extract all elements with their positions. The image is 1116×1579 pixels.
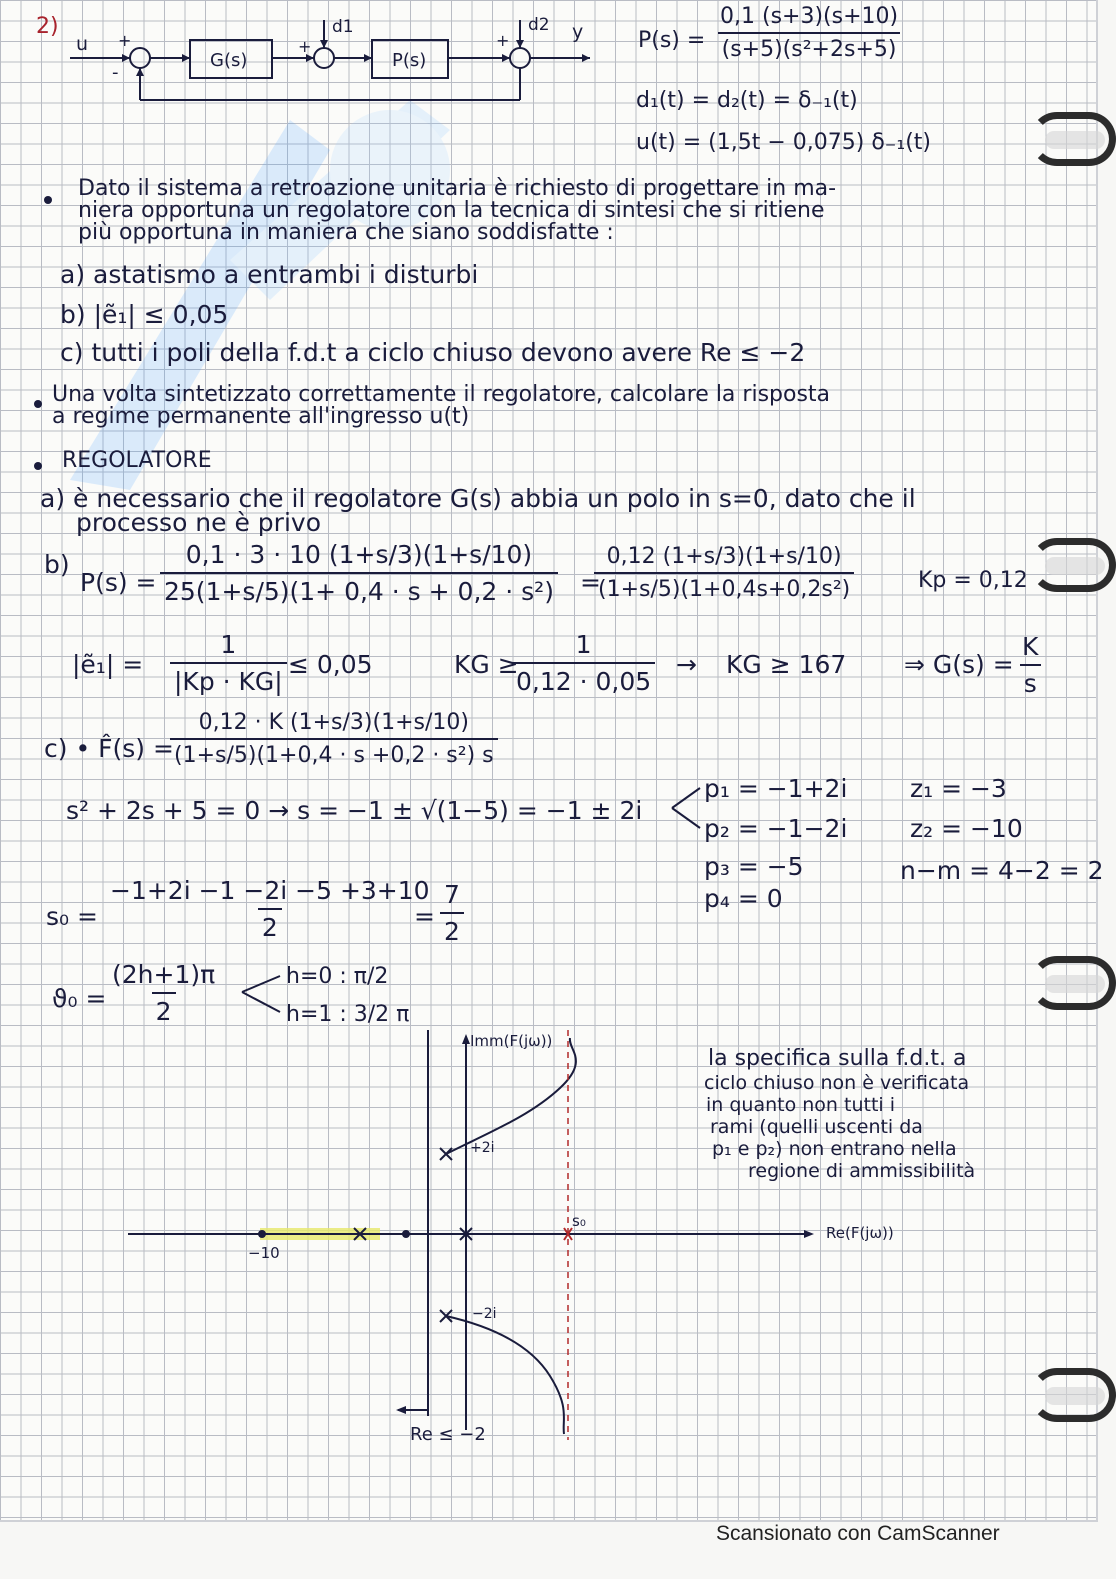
pole-p3: p₃ = −5: [704, 852, 804, 881]
note-line-5: p₁ e p₂) non entrano nella: [712, 1138, 957, 1160]
minus-10-label: −10: [248, 1244, 280, 1262]
requirement-b: b) |ẽ₁| ≤ 0,05: [60, 300, 229, 329]
zero-marker-minus10: [258, 1230, 266, 1238]
solution-b-error-rhs: ≤ 0,05: [288, 650, 373, 679]
centroid-numerator: −1+2i −1 −2i −5 +3+10: [110, 876, 430, 905]
solution-b-kg-numerator: 1: [575, 630, 592, 659]
requirement-a: a) astatismo a entrambi i disturbi: [60, 260, 479, 289]
solution-b-P2-denominator: (1+s/5)(1+0,4s+0,2s²): [594, 572, 854, 602]
solution-b-arrow: →: [676, 650, 697, 679]
note-line-3: in quanto non tutti i: [706, 1094, 895, 1116]
solution-b-G-fraction: [1018, 632, 1042, 698]
solution-b-P2-fraction: [594, 544, 854, 602]
angle-lhs: ϑ₀ =: [52, 984, 107, 1013]
pole-p1: p₁ = −1+2i: [704, 774, 848, 803]
region-label: Re ≤ −2: [410, 1424, 486, 1445]
zero-z1: z₁ = −3: [910, 774, 1007, 803]
pole-marker-p1: [440, 1148, 452, 1160]
note-line-1: la specifica sulla f.d.t. a: [708, 1046, 967, 1071]
bullet-3: [34, 462, 42, 470]
minus-sign: -: [112, 62, 119, 83]
solution-c-lhs: c) • F̂(s) =: [44, 734, 174, 763]
angle-numerator: (2h+1)π: [112, 960, 216, 989]
solution-b-error-denominator: |Kp · KG|: [170, 662, 287, 696]
solution-b-G-denominator: s: [1020, 664, 1041, 698]
given-P-lhs: P(s) =: [638, 28, 706, 53]
imag-axis-label: Imm(F(jω)): [470, 1032, 553, 1050]
note-line-4: rami (quelli uscenti da: [710, 1116, 923, 1138]
zero-z2: z₂ = −10: [910, 814, 1023, 843]
summing-junction-input: [130, 48, 150, 68]
binder-ring-2: [1030, 538, 1116, 592]
centroid-fraction: [106, 876, 434, 942]
angle-h1: h=1 : 3/2 π: [286, 1002, 410, 1027]
solution-b-equals: =: [580, 568, 601, 597]
statement-line-3: più opportuna in maniera che siano soddisfatte :: [78, 220, 614, 245]
plus-sign-1: +: [118, 31, 132, 50]
solution-heading: REGOLATORE: [62, 448, 212, 473]
solution-b-G-numerator: K: [1022, 632, 1039, 661]
solution-b-G-lhs: ⇒ G(s) =: [904, 650, 1014, 679]
controller-label: G(s): [210, 50, 248, 71]
block-diagram: [60, 8, 600, 112]
solution-c-fraction: [170, 710, 498, 768]
solution-b-P-numerator: 0,1 · 3 · 10 (1+s/3)(1+s/10): [185, 540, 533, 569]
d2-label: d2: [528, 15, 550, 35]
binder-ring-3: [1030, 956, 1116, 1010]
given-P-denominator: (s+5)(s²+2s+5): [718, 32, 901, 62]
angle-denominator: 2: [152, 992, 176, 1026]
solution-b-P-denominator: 25(1+s/5)(1+ 0,4 · s + 0,2 · s²): [160, 572, 558, 606]
solution-c-numerator: 0,12 · K (1+s/3)(1+s/10): [198, 710, 469, 735]
plus-sign-3: +: [496, 31, 510, 50]
pole-p4: p₄ = 0: [704, 884, 783, 913]
solution-b-error-fraction: [170, 630, 287, 696]
angle-fraction: [108, 960, 219, 1026]
centroid-value-denominator: 2: [440, 912, 464, 946]
centroid-lhs: s₀ =: [46, 902, 98, 931]
imaginary-axis-arrowhead: [462, 1034, 470, 1044]
given-P-fraction: [716, 4, 902, 62]
requirement-c: c) tutti i poli della f.d.t a ciclo chiuso devono avere Re ≤ −2: [60, 338, 806, 367]
centroid-equals: =: [414, 902, 435, 931]
solution-c-denominator: (1+s/5)(1+0,4 · s +0,2 · s²) s: [170, 738, 498, 768]
note-line-2: ciclo chiuso non è verificata: [704, 1072, 970, 1094]
lower-branch: [446, 1316, 564, 1434]
task-line-1: Una volta sintetizzato correttamente il regolatore, calcolare la risposta: [52, 382, 831, 407]
relative-degree: n−m = 4−2 = 2: [900, 856, 1104, 885]
given-d-line: d₁(t) = d₂(t) = δ₋₁(t): [636, 88, 858, 113]
scanner-footer: Scansionato con CamScanner: [716, 1522, 1000, 1545]
output-label: y: [572, 21, 584, 43]
binder-ring-1: [1030, 112, 1116, 166]
note-line-6: regione di ammissibilità: [748, 1160, 976, 1182]
centroid-value-fraction: [440, 880, 464, 946]
angle-brace-arrows: [236, 968, 292, 1020]
problem-number: 2): [36, 14, 59, 39]
input-label: u: [76, 33, 89, 55]
s0-label: s₀: [572, 1212, 586, 1230]
solution-a-line-1: a) è necessario che il regolatore G(s) abbia un polo in s=0, dato che il: [40, 484, 916, 513]
given-P-numerator: 0,1 (s+3)(s+10): [720, 4, 899, 29]
region-arrowhead: [396, 1406, 406, 1414]
task-line-2: a regime permanente all'ingresso u(t): [52, 404, 470, 429]
solution-a-line-2: processo ne è privo: [76, 508, 321, 537]
d1-label: d1: [332, 17, 354, 37]
plus-sign-2: +: [298, 37, 312, 56]
solution-b-label: b): [44, 550, 70, 579]
solution-c-roots: s² + 2s + 5 = 0 → s = −1 ± √(1−5) = −1 ± 2i: [66, 796, 643, 825]
real-axis-arrowhead: [804, 1230, 814, 1238]
solution-b-kg-result: KG ≥ 167: [726, 650, 847, 679]
process-label: P(s): [392, 50, 427, 71]
minus-2i-label: −2i: [472, 1306, 497, 1322]
pole-p2: p₂ = −1−2i: [704, 814, 848, 843]
statement-line-1: Dato il sistema a retroazione unitaria è richiesto di progettare in ma-: [78, 176, 837, 201]
plus-2i-label: +2i: [470, 1140, 495, 1156]
summing-junction-d1: [314, 48, 334, 68]
summing-junction-d2: [510, 48, 530, 68]
given-u-line: u(t) = (1,5t − 0,075) δ₋₁(t): [636, 130, 932, 155]
solution-b-P2-numerator: 0,12 (1+s/3)(1+s/10): [606, 544, 842, 569]
pole-brace-arrows: [668, 780, 708, 840]
centroid-value-numerator: 7: [444, 880, 460, 909]
statement-line-2: niera opportuna un regolatore con la tecnica di sintesi che si ritiene: [78, 198, 825, 223]
real-axis-label: Re(F(jω)): [826, 1224, 894, 1242]
angle-h0: h=0 : π/2: [286, 964, 389, 989]
solution-b-kg-fraction: [512, 630, 655, 696]
solution-b-kp: Kp = 0,12: [918, 568, 1028, 593]
solution-b-error-lhs: |ẽ₁| =: [72, 650, 144, 679]
solution-b-error-numerator: 1: [220, 630, 237, 659]
centroid-denominator: 2: [258, 908, 282, 942]
solution-b-P-fraction: [160, 540, 558, 606]
bullet-1: [44, 196, 52, 204]
solution-b-P-lhs: P(s) =: [80, 568, 157, 597]
bullet-2: [34, 400, 42, 408]
binder-ring-4: [1030, 1368, 1116, 1422]
zero-marker-minus3: [402, 1230, 410, 1238]
solution-b-kg-denominator: 0,12 · 0,05: [512, 662, 655, 696]
solution-b-kg-lhs: KG ≥: [454, 650, 519, 679]
